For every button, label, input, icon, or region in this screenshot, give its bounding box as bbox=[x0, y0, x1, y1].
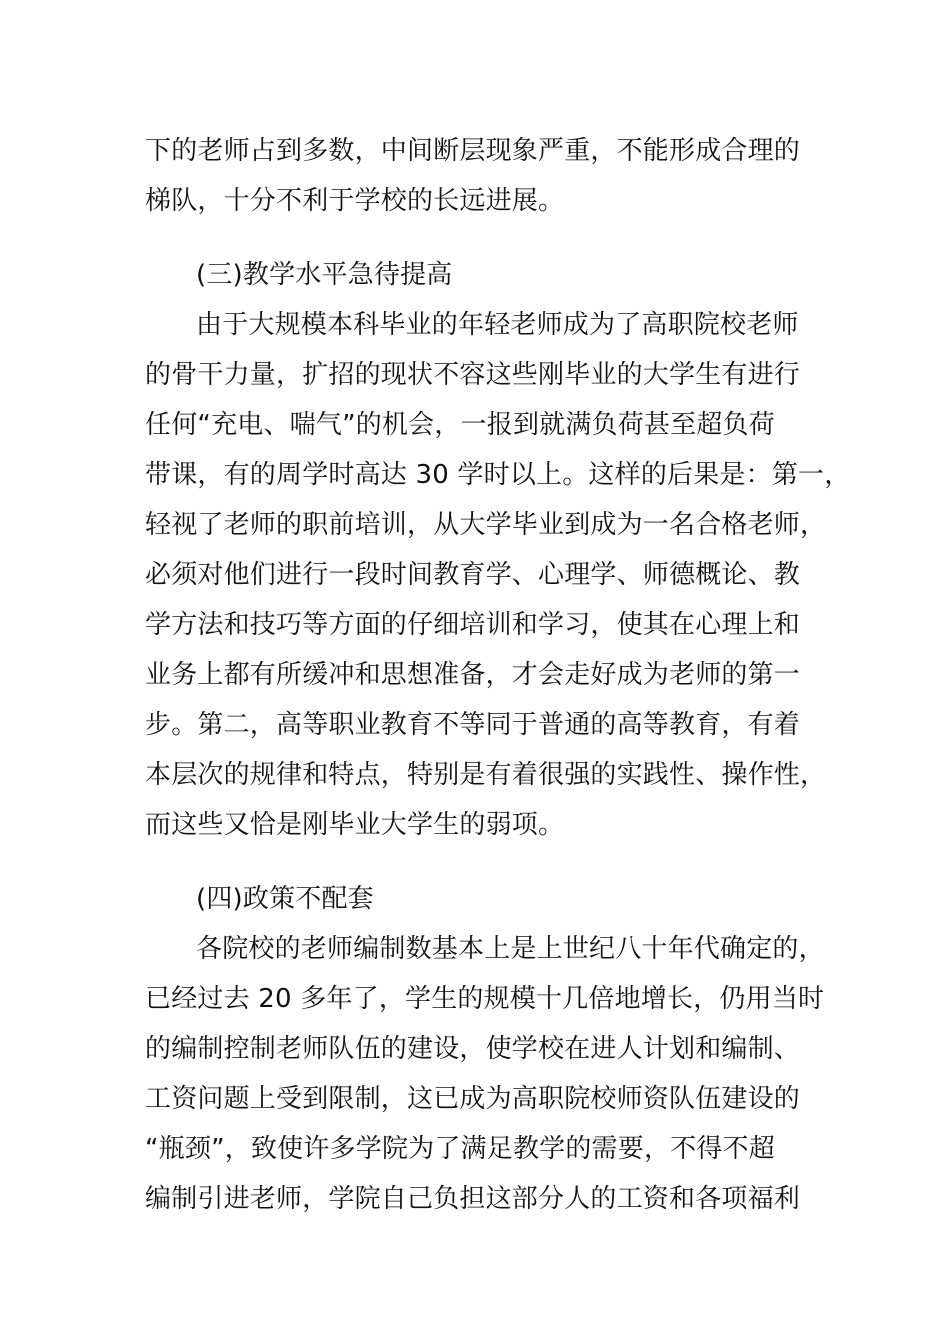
text-line: 轻视了老师的职前培训，从大学毕业到成为一名合格老师， bbox=[145, 510, 827, 540]
text-line: “瓶颈”，致使许多学院为了满足教学的需要，不得不超 bbox=[145, 1134, 775, 1164]
text-line: 步。第二，高等职业教育不等同于普通的高等教育，有着 bbox=[145, 710, 801, 740]
text-line: 任何“充电、喘气”的机会，一报到就满负荷甚至超负荷 bbox=[145, 410, 775, 440]
text-line: 而这些又恰是刚毕业大学生的弱项。 bbox=[145, 810, 565, 840]
section-heading-4: (四)政策不配套 bbox=[196, 884, 374, 914]
text-line: 学方法和技巧等方面的仔细培训和学习，使其在心理上和 bbox=[145, 610, 801, 640]
text-line: 必须对他们进行一段时间教育学、心理学、师德概论、教 bbox=[145, 560, 801, 590]
section-heading-3: (三)教学水平急待提高 bbox=[196, 260, 453, 290]
text-line: 工资问题上受到限制，这已成为高职院校师资队伍建设的 bbox=[145, 1084, 801, 1114]
text-line: 由于大规模本科毕业的年轻老师成为了高职院校老师 bbox=[196, 310, 799, 340]
text-line: 本层次的规律和特点，特别是有着很强的实践性、操作性， bbox=[145, 760, 827, 790]
text-line: 下的老师占到多数，中间断层现象严重，不能形成合理的 bbox=[145, 136, 801, 166]
text-line: 已经过去 20 多年了，学生的规模十几倍地增长，仍用当时 bbox=[145, 984, 825, 1014]
text-line: 的骨干力量，扩招的现状不容这些刚毕业的大学生有进行 bbox=[145, 360, 801, 390]
text-line: 各院校的老师编制数基本上是上世纪八十年代确定的， bbox=[196, 934, 825, 964]
text-line: 的编制控制老师队伍的建设，使学校在进人计划和编制、 bbox=[145, 1034, 801, 1064]
text-line: 编制引进老师，学院自己负担这部分人的工资和各项福利 bbox=[145, 1184, 801, 1214]
text-line: 梯队，十分不利于学校的长远进展。 bbox=[145, 186, 565, 216]
text-line: 带课，有的周学时高达 30 学时以上。这样的后果是：第一， bbox=[145, 460, 851, 490]
text-line: 业务上都有所缓冲和思想准备，才会走好成为老师的第一 bbox=[145, 660, 801, 690]
